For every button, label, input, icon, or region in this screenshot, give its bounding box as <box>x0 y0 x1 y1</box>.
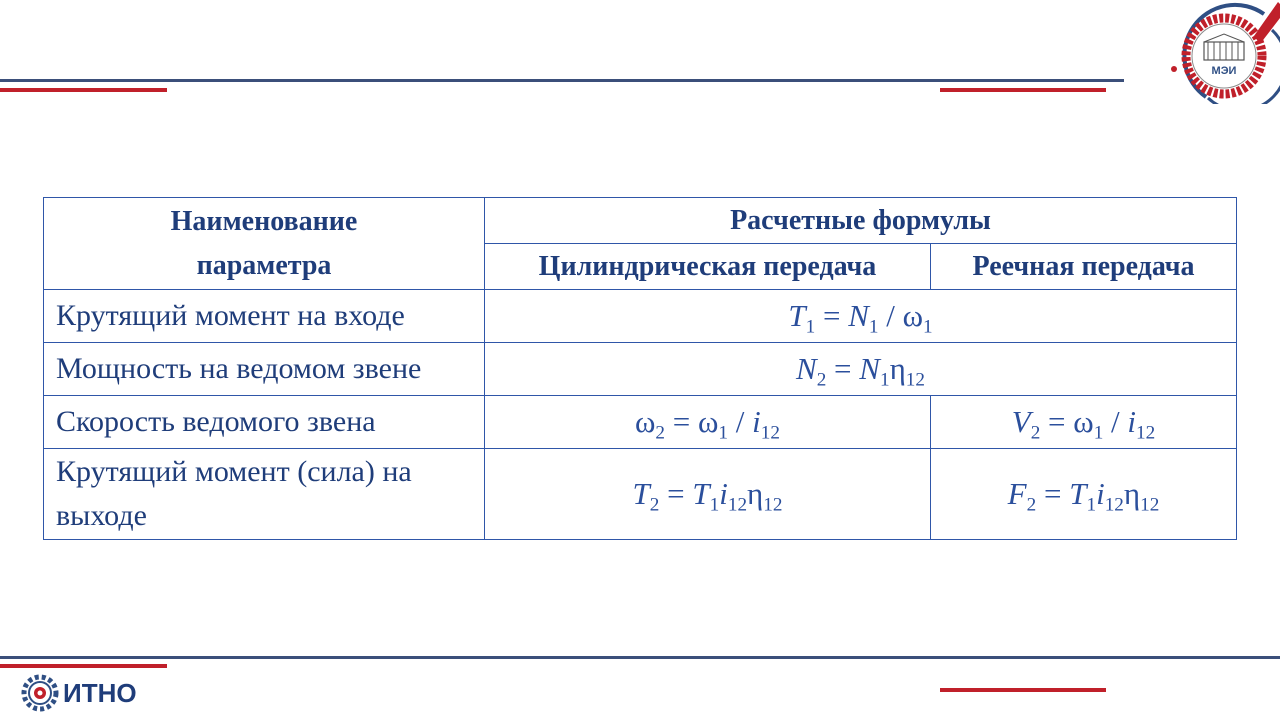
footer-line-red-right <box>940 688 1106 692</box>
table-row <box>44 343 1237 396</box>
formula-output-torque-cylindrical: $T_2 = T_1i_{12}\eta_{12}$ <box>485 449 931 540</box>
table-row <box>44 396 1237 449</box>
formula-output-force-rack: $F_2 = T_1i_{12}\eta_{12}$ <box>931 449 1237 540</box>
table-row <box>44 449 1237 540</box>
footer-line-red-left <box>0 664 167 668</box>
header-cylindrical: Цилиндрическая передача <box>485 244 931 290</box>
table-row <box>44 290 1237 343</box>
mei-logo-text: МЭИ <box>1211 65 1237 77</box>
footer-line-navy <box>0 656 1280 659</box>
param-name: Крутящий момент (сила) на выходе <box>44 449 485 540</box>
header-line-red-left <box>0 88 167 92</box>
formula-speed-rack: $V_2 = \omega_1 / i_{12}$ <box>931 396 1237 449</box>
header-rack: Реечная передача <box>931 244 1237 290</box>
formula-input-torque: $T_1 = N_1 / \omega_1$ <box>485 290 1237 343</box>
header-line-red-right <box>940 88 1106 92</box>
param-name: Скорость ведомого звена <box>44 396 485 449</box>
param-name: Крутящий момент на входе <box>44 290 485 343</box>
itno-logo-text: ИТНО <box>63 677 137 708</box>
header-line-navy <box>0 79 1124 82</box>
formula-driven-power: $N_2 = N_1\eta_{12}$ <box>485 343 1237 396</box>
header-parameter-name: Наименование параметра <box>44 198 485 290</box>
itno-logo <box>20 674 137 712</box>
parameters-table <box>43 197 1237 540</box>
param-name: Мощность на ведомом звене <box>44 343 485 396</box>
gear-icon <box>20 674 60 712</box>
mei-logo <box>1168 0 1280 104</box>
formula-speed-cylindrical: $\omega_2 = \omega_1 / i_{12}$ <box>485 396 931 449</box>
header-formulas: Расчетные формулы <box>485 198 1237 244</box>
